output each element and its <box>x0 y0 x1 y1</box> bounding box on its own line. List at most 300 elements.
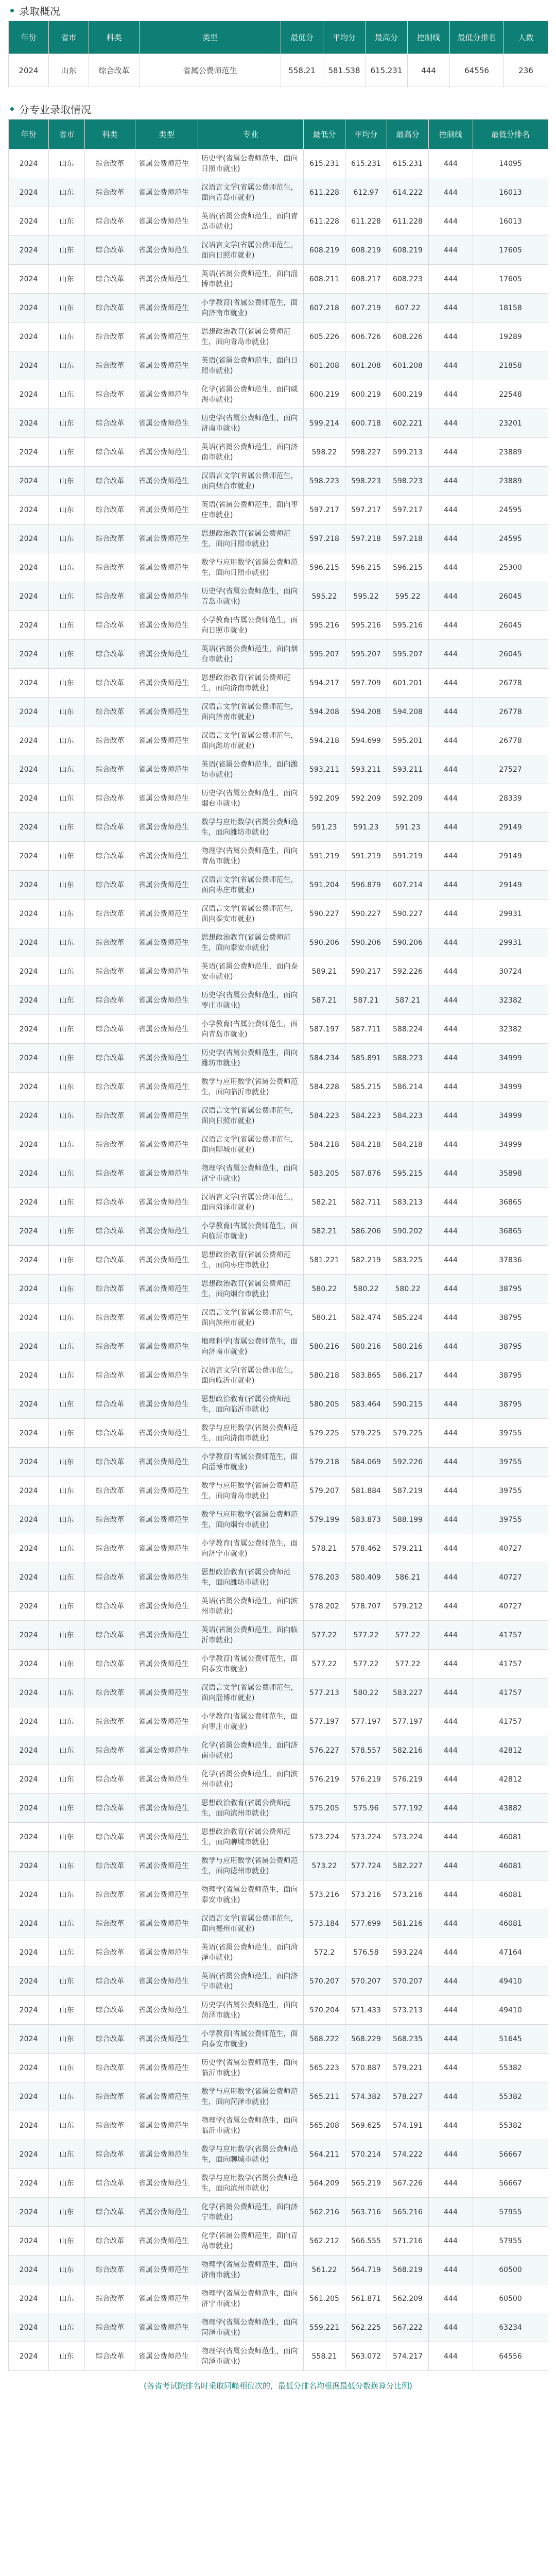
table-cell: 省属公费师范生 <box>135 1707 198 1736</box>
table-cell: 省属公费师范生 <box>135 178 198 207</box>
table-cell: 562.212 <box>304 2227 345 2256</box>
table-cell: 60500 <box>473 2284 548 2313</box>
table-row <box>9 524 548 553</box>
table-cell: 省属公费师范生 <box>135 1679 198 1707</box>
table-cell: 英语(省属公费师范生，面向临沂市就业) <box>198 1621 304 1650</box>
table-cell: 584.234 <box>304 1044 345 1073</box>
table-cell: 山东 <box>49 1015 85 1044</box>
table-cell: 580.21 <box>304 1303 345 1332</box>
table-cell: 575.96 <box>345 1794 387 1823</box>
table-cell: 444 <box>429 1679 473 1707</box>
table-cell: 580.205 <box>304 1390 345 1419</box>
table-cell: 化学(省属公费师范生，面向济宁市就业) <box>198 2198 304 2227</box>
table-cell: 2024 <box>9 1592 49 1621</box>
table-cell: 564.209 <box>304 2169 345 2198</box>
table-cell: 571.433 <box>345 1996 387 2025</box>
table-row <box>9 755 548 784</box>
table-cell: 英语(省属公费师范生，面向潍坊市就业) <box>198 755 304 784</box>
table-cell: 567.226 <box>387 2169 429 2198</box>
table-cell: 省属公费师范生 <box>135 900 198 928</box>
table-cell: 小学教育(省属公费师范生，面向枣庄市就业) <box>198 1707 304 1736</box>
table-cell: 综合改革 <box>85 1534 135 1563</box>
table-cell: 611.228 <box>345 207 387 236</box>
table-cell: 省属公费师范生 <box>135 2054 198 2082</box>
column-header: 最低分 <box>281 21 323 54</box>
table-row <box>9 1621 548 1650</box>
table-cell: 化学(省属公费师范生，面向青岛市就业) <box>198 2227 304 2256</box>
table-cell: 2024 <box>9 1419 49 1448</box>
column-header: 科类 <box>89 21 140 54</box>
table-cell: 2024 <box>9 2111 49 2140</box>
table-cell: 山东 <box>49 496 85 524</box>
table-cell: 省属公费师范生 <box>135 1592 198 1621</box>
table-cell: 2024 <box>9 1275 49 1303</box>
table-cell: 593.211 <box>387 755 429 784</box>
table-row <box>9 1823 548 1852</box>
table-cell: 思想政治教育(省属公费师范生，面向青岛市就业) <box>198 323 304 351</box>
table-cell: 36865 <box>473 1188 548 1217</box>
table-cell: 省属公费师范生 <box>135 1361 198 1390</box>
table-cell: 564.719 <box>345 2256 387 2284</box>
table-cell: 2024 <box>9 524 49 553</box>
table-cell: 595.216 <box>345 611 387 640</box>
table-cell: 省属公费师范生 <box>135 496 198 524</box>
table-row <box>9 496 548 524</box>
table-cell: 山东 <box>49 1852 85 1880</box>
table-cell: 2024 <box>9 1448 49 1477</box>
table-cell: 593.211 <box>345 755 387 784</box>
table-cell: 2024 <box>9 611 49 640</box>
table-cell: 山东 <box>49 1188 85 1217</box>
table-cell: 汉语言文学(省属公费师范生，面向滨州市就业) <box>198 1303 304 1332</box>
table-cell: 省属公费师范生 <box>135 553 198 582</box>
table-cell: 山东 <box>49 1967 85 1996</box>
table-cell: 汉语言文学(省属公费师范生，面向潍坊市就业) <box>198 726 304 755</box>
table-row <box>9 236 548 265</box>
table-cell: 2024 <box>9 467 49 496</box>
table-row <box>9 1275 548 1303</box>
table-cell: 444 <box>429 323 473 351</box>
table-cell: 584.223 <box>304 1101 345 1130</box>
table-cell: 英语(省属公费师范生，面向枣庄市就业) <box>198 496 304 524</box>
table-cell: 36865 <box>473 1217 548 1246</box>
table-cell: 2024 <box>9 1505 49 1534</box>
table-cell: 汉语言文学(省属公费师范生，面向聊城市就业) <box>198 1130 304 1159</box>
table-cell: 数学与应用数学(省属公费师范生，面向日照市就业) <box>198 553 304 582</box>
table-cell: 21858 <box>473 351 548 380</box>
table-cell: 2024 <box>9 149 49 178</box>
table-cell: 582.227 <box>387 1852 429 1880</box>
column-header: 最低分排名 <box>473 120 548 149</box>
table-cell: 省属公费师范生 <box>135 1275 198 1303</box>
table-cell: 601.208 <box>345 351 387 380</box>
table-cell: 省属公费师范生 <box>135 1880 198 1909</box>
table-cell: 586.217 <box>387 1361 429 1390</box>
table-cell: 综合改革 <box>85 1361 135 1390</box>
table-cell: 历史学(省属公费师范生，面向枣庄市就业) <box>198 986 304 1015</box>
table-cell: 580.216 <box>304 1332 345 1361</box>
table-cell: 省属公费师范生 <box>135 1477 198 1505</box>
table-cell: 586.214 <box>387 1073 429 1101</box>
table-cell: 2024 <box>9 1679 49 1707</box>
table-cell: 英语(省属公费师范生，面向青岛市就业) <box>198 207 304 236</box>
table-cell: 577.213 <box>304 1679 345 1707</box>
table-cell: 583.225 <box>387 1246 429 1275</box>
table-row <box>9 2342 548 2371</box>
table-row <box>9 1217 548 1246</box>
table-cell: 597.218 <box>345 524 387 553</box>
table-row <box>9 1765 548 1794</box>
table-cell: 444 <box>429 207 473 236</box>
table-cell: 综合改革 <box>85 1015 135 1044</box>
table-cell: 584.228 <box>304 1073 345 1101</box>
table-row <box>9 323 548 351</box>
table-cell: 608.219 <box>345 236 387 265</box>
table-cell: 综合改革 <box>85 957 135 986</box>
table-cell: 山东 <box>49 1332 85 1361</box>
table-cell: 444 <box>429 351 473 380</box>
table-row <box>9 871 548 900</box>
table-cell: 历史学(省属公费师范生，面向潍坊市就业) <box>198 1044 304 1073</box>
table-cell: 599.213 <box>387 438 429 467</box>
table-row <box>9 2082 548 2111</box>
table-cell: 省属公费师范生 <box>135 784 198 813</box>
table-cell: 591.219 <box>345 842 387 871</box>
table-cell: 444 <box>429 2025 473 2054</box>
table-cell: 山东 <box>49 1246 85 1275</box>
table-cell: 省属公费师范生 <box>135 351 198 380</box>
table-cell: 590.206 <box>304 928 345 957</box>
table-cell: 山东 <box>49 149 85 178</box>
table-cell: 577.724 <box>345 1852 387 1880</box>
table-cell: 594.208 <box>304 698 345 726</box>
table-cell: 444 <box>429 1246 473 1275</box>
table-cell: 26778 <box>473 669 548 698</box>
table-cell: 历史学(省属公费师范生，面向日照市就业) <box>198 149 304 178</box>
table-cell: 2024 <box>9 1217 49 1246</box>
table-cell: 2024 <box>9 900 49 928</box>
table-cell: 省属公费师范生 <box>135 928 198 957</box>
table-cell: 567.222 <box>387 2313 429 2342</box>
table-cell: 省属公费师范生 <box>135 1217 198 1246</box>
table-cell: 省属公费师范生 <box>135 1303 198 1332</box>
table-cell: 16013 <box>473 178 548 207</box>
table-cell: 综合改革 <box>85 1275 135 1303</box>
table-cell: 数学与应用数学(省属公费师范生，面向济南市就业) <box>198 1419 304 1448</box>
table-cell: 山东 <box>49 813 85 842</box>
column-header: 最低分 <box>304 120 345 149</box>
table-cell: 578.227 <box>387 2082 429 2111</box>
section-title-summary <box>8 0 548 21</box>
table-cell: 历史学(省属公费师范生，面向烟台市就业) <box>198 784 304 813</box>
table-cell: 578.203 <box>304 1563 345 1592</box>
table-cell: 444 <box>429 553 473 582</box>
column-header: 省市 <box>49 120 85 149</box>
footnote: (各省考试院排名时采取同峰相位次的，最低分排名均根据最低分数换算分比例) <box>144 2381 412 2391</box>
table-cell: 省属公费师范生 <box>135 813 198 842</box>
table-cell: 607.218 <box>304 294 345 323</box>
table-cell: 省属公费师范生 <box>135 1073 198 1101</box>
table-cell: 577.192 <box>387 1794 429 1823</box>
table-cell: 584.218 <box>345 1130 387 1159</box>
table-cell: 574.191 <box>387 2111 429 2140</box>
table-cell: 597.217 <box>304 496 345 524</box>
table-cell: 580.216 <box>387 1332 429 1361</box>
table-cell: 综合改革 <box>85 553 135 582</box>
table-cell: 444 <box>429 669 473 698</box>
table-cell: 综合改革 <box>85 611 135 640</box>
table-cell: 591.23 <box>345 813 387 842</box>
table-cell: 省属公费师范生 <box>135 1823 198 1852</box>
table-cell: 444 <box>429 1073 473 1101</box>
table-cell: 2024 <box>9 669 49 698</box>
table-cell: 589.21 <box>304 957 345 986</box>
table-cell: 16013 <box>473 207 548 236</box>
table-row <box>9 1332 548 1361</box>
table-cell: 590.227 <box>345 900 387 928</box>
table-cell: 41757 <box>473 1707 548 1736</box>
table-cell: 577.22 <box>304 1650 345 1679</box>
table-cell: 570.887 <box>345 2054 387 2082</box>
table-cell: 598.223 <box>304 467 345 496</box>
table-cell: 594.699 <box>345 726 387 755</box>
table-cell: 思想政治教育(省属公费师范生，面向烟台市就业) <box>198 1275 304 1303</box>
table-cell: 省属公费师范生 <box>135 1390 198 1419</box>
table-cell: 598.223 <box>387 467 429 496</box>
table-cell: 596.215 <box>304 553 345 582</box>
table-cell: 55382 <box>473 2111 548 2140</box>
table-cell: 30724 <box>473 957 548 986</box>
table-cell: 2024 <box>9 755 49 784</box>
table-cell: 2024 <box>9 640 49 669</box>
table-cell: 化学(省属公费师范生，面向滨州市就业) <box>198 1765 304 1794</box>
table-cell: 600.219 <box>387 380 429 409</box>
table-cell: 590.215 <box>387 1390 429 1419</box>
table-cell: 历史学(省属公费师范生，面向临沂市就业) <box>198 2054 304 2082</box>
table-row <box>9 1159 548 1188</box>
table-cell: 444 <box>429 524 473 553</box>
table-row <box>9 1188 548 1217</box>
table-cell: 2024 <box>9 1996 49 2025</box>
table-cell: 2024 <box>9 726 49 755</box>
table-cell: 444 <box>429 1217 473 1246</box>
table-cell: 581.221 <box>304 1246 345 1275</box>
table-cell: 584.223 <box>387 1101 429 1130</box>
table-cell: 587.219 <box>387 1477 429 1505</box>
table-cell: 611.228 <box>304 207 345 236</box>
table-cell: 444 <box>429 1332 473 1361</box>
table-cell: 汉语言文学(省属公费师范生，面向淄博市就业) <box>198 1679 304 1707</box>
table-cell: 综合改革 <box>85 1650 135 1679</box>
table-cell: 34999 <box>473 1130 548 1159</box>
table-cell: 558.21 <box>281 54 323 87</box>
table-cell: 585.891 <box>345 1044 387 1073</box>
table-cell: 63234 <box>473 2313 548 2342</box>
table-cell: 570.207 <box>387 1967 429 1996</box>
table-cell: 563.716 <box>345 2198 387 2227</box>
table-cell: 236 <box>504 54 548 87</box>
table-cell: 综合改革 <box>85 1563 135 1592</box>
table-cell: 40727 <box>473 1563 548 1592</box>
table-cell: 38795 <box>473 1390 548 1419</box>
table-cell: 598.22 <box>304 438 345 467</box>
table-cell: 46081 <box>473 1852 548 1880</box>
table-row <box>9 1477 548 1505</box>
table-cell: 山东 <box>49 1765 85 1794</box>
table-cell: 562.225 <box>345 2313 387 2342</box>
table-cell: 579.207 <box>304 1477 345 1505</box>
table-row <box>9 149 548 178</box>
table-cell: 605.226 <box>304 323 345 351</box>
table-cell: 山东 <box>49 1996 85 2025</box>
table-cell: 444 <box>429 1303 473 1332</box>
table-row <box>9 1852 548 1880</box>
table-cell: 省属公费师范生 <box>135 409 198 438</box>
table-cell: 山东 <box>49 900 85 928</box>
table-cell: 23889 <box>473 467 548 496</box>
table-cell: 64556 <box>450 54 504 87</box>
table-cell: 580.22 <box>387 1275 429 1303</box>
table-cell: 579.225 <box>304 1419 345 1448</box>
table-cell: 444 <box>429 1880 473 1909</box>
table-cell: 577.699 <box>345 1909 387 1938</box>
table-cell: 444 <box>429 294 473 323</box>
table-cell: 577.22 <box>345 1621 387 1650</box>
table-cell: 592.226 <box>387 1448 429 1477</box>
table-cell: 省属公费师范生 <box>140 54 281 87</box>
table-row <box>9 1448 548 1477</box>
table-cell: 山东 <box>49 842 85 871</box>
table-cell: 山东 <box>49 1477 85 1505</box>
table-cell: 山东 <box>49 640 85 669</box>
table-cell: 山东 <box>49 1534 85 1563</box>
column-header: 省市 <box>49 21 89 54</box>
table-row <box>9 2140 548 2169</box>
table-cell: 综合改革 <box>85 2198 135 2227</box>
table-cell: 山东 <box>49 1563 85 1592</box>
table-cell: 25300 <box>473 553 548 582</box>
table-row <box>9 467 548 496</box>
table-cell: 565.211 <box>304 2082 345 2111</box>
table-cell: 444 <box>429 698 473 726</box>
table-cell: 2024 <box>9 842 49 871</box>
table-cell: 597.218 <box>387 524 429 553</box>
table-cell: 591.204 <box>304 871 345 900</box>
table-cell: 612.97 <box>345 178 387 207</box>
table-cell: 57955 <box>473 2227 548 2256</box>
table-cell: 省属公费师范生 <box>135 524 198 553</box>
table-cell: 26778 <box>473 726 548 755</box>
table-row <box>9 1880 548 1909</box>
table-cell: 省属公费师范生 <box>135 669 198 698</box>
table-cell: 38795 <box>473 1303 548 1332</box>
table-cell: 省属公费师范生 <box>135 1505 198 1534</box>
table-cell: 600.718 <box>345 409 387 438</box>
table-cell: 578.557 <box>345 1736 387 1765</box>
table-cell: 综合改革 <box>85 1967 135 1996</box>
table-row <box>9 2169 548 2198</box>
table-cell: 物理学(省属公费师范生，面向菏泽市就业) <box>198 2313 304 2342</box>
table-cell: 444 <box>429 842 473 871</box>
table-cell: 省属公费师范生 <box>135 1534 198 1563</box>
table-cell: 山东 <box>49 611 85 640</box>
table-cell: 历史学(省属公费师范生，面向菏泽市就业) <box>198 1996 304 2025</box>
table-cell: 18158 <box>473 294 548 323</box>
table-cell: 592.209 <box>345 784 387 813</box>
table-cell: 2024 <box>9 957 49 986</box>
table-cell: 595.207 <box>304 640 345 669</box>
table-cell: 山东 <box>49 2256 85 2284</box>
table-cell: 省属公费师范生 <box>135 265 198 294</box>
table-cell: 590.202 <box>387 1217 429 1246</box>
table-cell: 2024 <box>9 1650 49 1679</box>
table-cell: 577.197 <box>345 1707 387 1736</box>
table-cell: 27527 <box>473 755 548 784</box>
table-cell: 444 <box>429 1794 473 1823</box>
table-cell: 省属公费师范生 <box>135 149 198 178</box>
table-cell: 2024 <box>9 2025 49 2054</box>
table-cell: 物理学(省属公费师范生，面向临沂市就业) <box>198 2111 304 2140</box>
table-cell: 综合改革 <box>85 467 135 496</box>
table-cell: 608.219 <box>387 236 429 265</box>
table-cell: 444 <box>429 2140 473 2169</box>
table-cell: 585.224 <box>387 1303 429 1332</box>
table-cell: 省属公费师范生 <box>135 1159 198 1188</box>
table-cell: 594.208 <box>345 698 387 726</box>
table-cell: 综合改革 <box>85 1621 135 1650</box>
table-cell: 数学与应用数学(省属公费师范生，面向菏泽市就业) <box>198 2082 304 2111</box>
table-cell: 444 <box>429 1563 473 1592</box>
table-cell: 2024 <box>9 2284 49 2313</box>
table-cell: 2024 <box>9 1736 49 1765</box>
table-cell: 综合改革 <box>85 1188 135 1217</box>
table-cell: 小学教育(省属公费师范生，面向济宁市就业) <box>198 1534 304 1563</box>
table-cell: 综合改革 <box>85 2256 135 2284</box>
table-cell: 580.22 <box>345 1679 387 1707</box>
table-cell: 444 <box>429 957 473 986</box>
table-cell: 省属公费师范生 <box>135 2227 198 2256</box>
table-cell: 599.214 <box>304 409 345 438</box>
table-cell: 444 <box>429 582 473 611</box>
table-cell: 598.227 <box>345 438 387 467</box>
table-cell: 26045 <box>473 640 548 669</box>
table-cell: 594.217 <box>304 669 345 698</box>
table-row <box>9 1101 548 1130</box>
table-cell: 汉语言文学(省属公费师范生，面向青岛市就业) <box>198 178 304 207</box>
table-cell: 590.227 <box>387 900 429 928</box>
table-cell: 2024 <box>9 1303 49 1332</box>
table-cell: 570.207 <box>304 1967 345 1996</box>
table-cell: 444 <box>429 1534 473 1563</box>
column-header: 年份 <box>9 120 49 149</box>
table-cell: 587.197 <box>304 1015 345 1044</box>
table-row <box>9 1073 548 1101</box>
table-cell: 598.223 <box>345 467 387 496</box>
table-cell: 24595 <box>473 496 548 524</box>
table-cell: 省属公费师范生 <box>135 1130 198 1159</box>
table-cell: 444 <box>429 496 473 524</box>
table-cell: 41757 <box>473 1679 548 1707</box>
table-cell: 580.22 <box>345 1275 387 1303</box>
table-cell: 综合改革 <box>85 1419 135 1448</box>
table-cell: 29931 <box>473 928 548 957</box>
table-row <box>9 1130 548 1159</box>
table-row <box>9 842 548 871</box>
table-cell: 山东 <box>49 1217 85 1246</box>
table-cell: 综合改革 <box>85 1823 135 1852</box>
table-row <box>9 2313 548 2342</box>
table-cell: 小学教育(省属公费师范生，面向淄博市就业) <box>198 1448 304 1477</box>
